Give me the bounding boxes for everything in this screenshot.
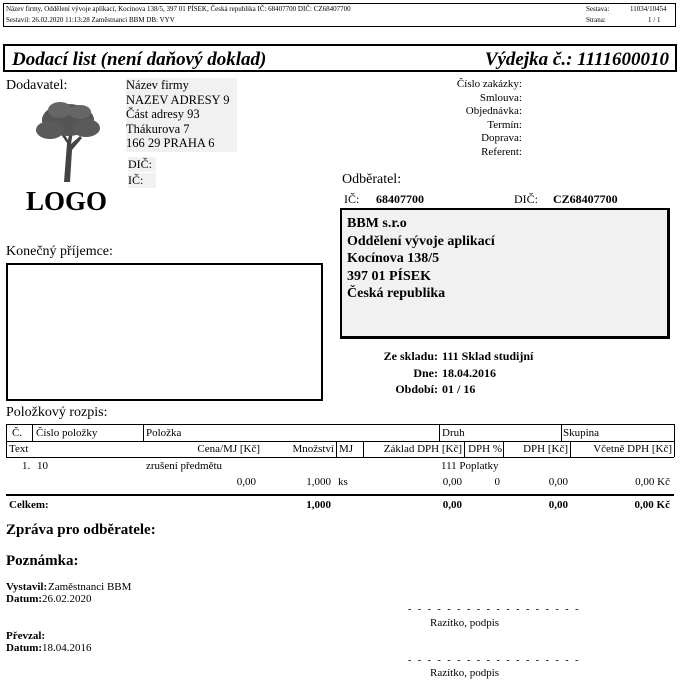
total-with-vat: 0,00 Kč bbox=[634, 499, 670, 511]
supplier-line: 166 29 PRAHA 6 bbox=[126, 136, 215, 150]
total-label: Celkem: bbox=[9, 499, 49, 511]
issued-date-value: 26.02.2020 bbox=[42, 593, 92, 605]
issued-date-label: Datum: bbox=[6, 593, 43, 605]
row-vat-base: 0,00 bbox=[442, 476, 462, 488]
customer-line: BBM s.r.o bbox=[347, 216, 407, 231]
items-heading: Položkový rozpis: bbox=[6, 405, 108, 420]
date-label: Dne: bbox=[413, 366, 438, 380]
col-header-number: Č. bbox=[12, 427, 23, 439]
logo-text: LOGO bbox=[26, 186, 108, 216]
signature-line: - - - - - - - - - - - - - - - - - - bbox=[408, 655, 581, 666]
customer-heading: Odběratel: bbox=[342, 172, 402, 187]
document-title: Dodací list (není daňový doklad) bbox=[12, 49, 267, 70]
row-quantity: 1,000 bbox=[306, 476, 331, 488]
sestava-label: Sestava: bbox=[586, 5, 610, 13]
final-recipient-heading: Konečný příjemce: bbox=[6, 244, 113, 259]
customer-line: Kocínova 138/5 bbox=[347, 251, 440, 266]
order-field-label: Referent: bbox=[481, 145, 522, 158]
col-header-unit: MJ bbox=[339, 443, 354, 455]
received-date-label: Datum: bbox=[6, 642, 43, 654]
stamp-signature-label: Razítko, podpis bbox=[430, 667, 500, 679]
row-type: 111 Poplatky bbox=[441, 460, 499, 472]
customer-ic-label: IČ: bbox=[344, 192, 360, 206]
date-value: 18.04.2016 bbox=[442, 366, 496, 380]
sestava-value: 11034/10454 bbox=[630, 5, 667, 13]
report-header bbox=[3, 3, 676, 27]
final-recipient-box bbox=[6, 263, 323, 401]
tree-logo-icon bbox=[30, 98, 102, 184]
supplier-address bbox=[126, 78, 237, 152]
signature-line: - - - - - - - - - - - - - - - - - - bbox=[408, 604, 581, 615]
col-header-item: Položka bbox=[146, 427, 182, 439]
period-label: Období: bbox=[395, 382, 438, 396]
col-header-total: Včetně DPH [Kč] bbox=[593, 443, 672, 455]
supplier-heading: Dodavatel: bbox=[6, 78, 68, 93]
row-item-code: 10 bbox=[37, 460, 48, 472]
document-number: Výdejka č.: 1111600010 bbox=[484, 49, 669, 70]
supplier-line: NAZEV ADRESY 9 bbox=[126, 92, 230, 107]
customer-line: Oddělení vývoje aplikací bbox=[347, 233, 495, 249]
supplier-line: Thákurova 7 bbox=[126, 121, 190, 136]
customer-dic-value: CZ68407700 bbox=[553, 192, 618, 206]
warehouse-label: Ze skladu: bbox=[383, 349, 438, 363]
note-heading: Poznámka: bbox=[6, 553, 79, 569]
total-vat-base: 0,00 bbox=[442, 499, 462, 511]
row-total: 0,00 Kč bbox=[635, 476, 670, 488]
col-header-text: Text bbox=[9, 443, 29, 455]
header-compiled-line: Sestavil: 26.02.2020 11:13:28 Zaměstnanci BBM DB: VYV bbox=[6, 16, 175, 24]
customer-ic-value: 68407700 bbox=[376, 192, 424, 206]
col-header-vat-rate: DPH % bbox=[468, 443, 502, 455]
supplier-dic-label: DIČ: bbox=[128, 157, 156, 172]
header-company-line: Název firmy, Oddělení vývoje aplikací, Kocínova 138/5, 397 01 PÍSEK, Česká republika IČ: 68407700 DIČ: CZ68407700 bbox=[6, 5, 351, 13]
document-title-bar bbox=[3, 44, 677, 72]
col-header-quantity: Množství bbox=[292, 443, 334, 455]
order-field-label: Termín: bbox=[487, 118, 522, 131]
col-header-group: Skupina bbox=[563, 427, 600, 439]
col-header-type: Druh bbox=[442, 427, 465, 439]
col-header-vat: DPH [Kč] bbox=[523, 443, 568, 455]
stamp-signature-label: Razítko, podpis bbox=[430, 617, 500, 629]
received-date-value: 18.04.2016 bbox=[42, 642, 92, 654]
total-vat: 0,00 bbox=[548, 499, 568, 511]
customer-address-box bbox=[340, 208, 670, 339]
issued-by-label: Vystavil: bbox=[6, 581, 48, 593]
col-header-unit-price: Cena/MJ [Kč] bbox=[197, 443, 260, 455]
customer-dic-label: DIČ: bbox=[514, 192, 538, 206]
col-header-vat-base: Základ DPH [Kč] bbox=[383, 443, 462, 455]
issued-by-value: Zaměstnanci BBM bbox=[48, 581, 132, 593]
row-item-name: zrušení předmětu bbox=[146, 460, 223, 472]
order-fields bbox=[420, 78, 522, 159]
warehouse-value: 111 Sklad studijní bbox=[442, 349, 534, 363]
customer-line: Česká republika bbox=[347, 286, 446, 301]
col-header-item-code: Číslo položky bbox=[36, 427, 98, 439]
supplier-ic-label: IČ: bbox=[128, 173, 156, 188]
order-field-label: Číslo zakázky: bbox=[456, 78, 522, 90]
order-field-label: Objednávka: bbox=[465, 105, 522, 117]
supplier-line: Název firmy bbox=[126, 78, 189, 92]
order-field-label: Smlouva: bbox=[479, 91, 522, 104]
supplier-line: Část adresy 93 bbox=[126, 107, 200, 121]
customer-line: 397 01 PÍSEK bbox=[347, 268, 432, 284]
received-by-label: Převzal: bbox=[6, 630, 46, 642]
period-value: 01 / 16 bbox=[442, 382, 476, 396]
row-vat-rate: 0 bbox=[494, 476, 500, 488]
row-unit-price: 0,00 bbox=[236, 476, 256, 488]
message-heading: Zpráva pro odběratele: bbox=[6, 522, 156, 538]
row-vat: 0,00 bbox=[548, 476, 568, 488]
strana-value: 1 / 1 bbox=[648, 16, 661, 24]
row-unit: ks bbox=[338, 476, 348, 488]
total-quantity: 1,000 bbox=[306, 499, 331, 511]
order-field-label: Doprava: bbox=[481, 132, 522, 144]
row-number: 1. bbox=[22, 460, 31, 472]
strana-label: Strana: bbox=[586, 16, 606, 24]
